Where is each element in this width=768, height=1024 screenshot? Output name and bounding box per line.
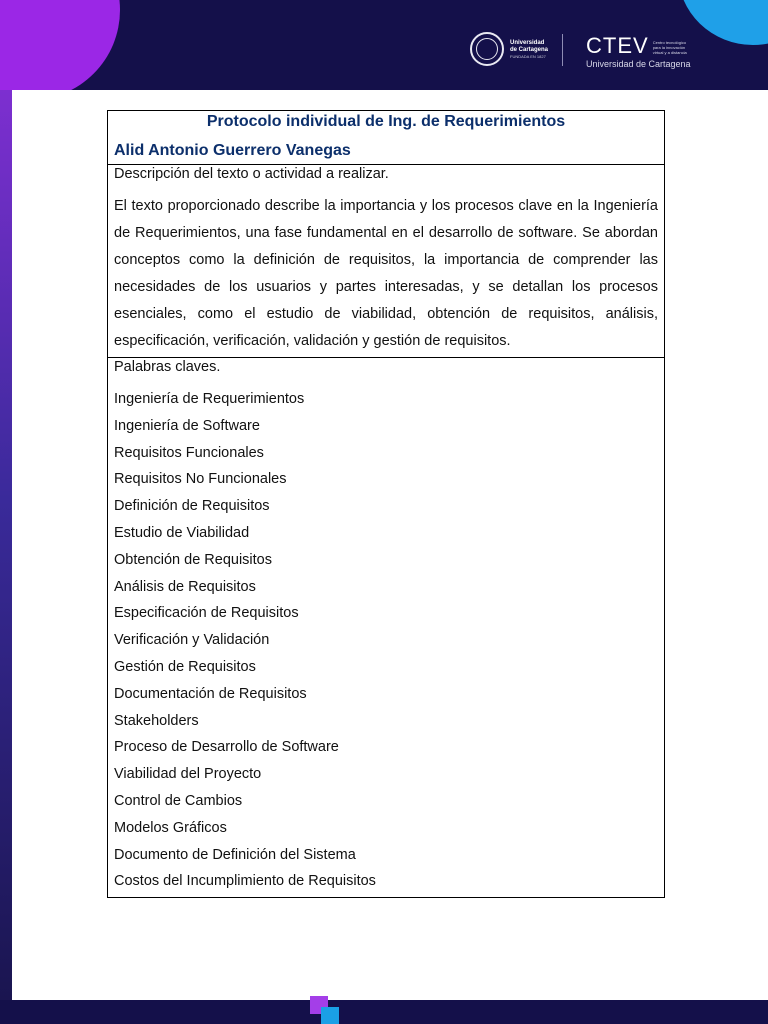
keyword-item: Ingeniería de Software bbox=[114, 417, 260, 434]
decorative-purple-shape bbox=[0, 0, 120, 90]
keyword-item: Control de Cambios bbox=[114, 792, 243, 809]
keyword-item: Documento de Definición del Sistema bbox=[114, 846, 356, 863]
university-seal-icon bbox=[470, 32, 504, 66]
logo-divider bbox=[562, 34, 563, 66]
logo-line-1: Universidad bbox=[510, 39, 545, 46]
keywords-section bbox=[108, 357, 664, 897]
keyword-item: Especificación de Requisitos bbox=[114, 605, 299, 622]
keyword-item: Verificación y Validación bbox=[114, 632, 270, 649]
keyword-item: Costos del Incumplimiento de Requisitos bbox=[114, 873, 376, 890]
description-section bbox=[108, 164, 664, 357]
keyword-item: Análisis de Requisitos bbox=[114, 578, 256, 595]
title-section bbox=[108, 112, 664, 164]
keywords-list bbox=[114, 386, 658, 895]
keyword-item: Documentación de Requisitos bbox=[114, 685, 307, 702]
footer-band bbox=[0, 1000, 768, 1024]
logo-line-2: de Cartagena bbox=[510, 46, 549, 53]
keyword-item: Viabilidad del Proyecto bbox=[114, 766, 262, 783]
document-title: Protocolo individual de Ing. de Requerimientos bbox=[206, 113, 566, 130]
keyword-item: Estudio de Viabilidad bbox=[114, 524, 250, 541]
ctev-subtitle: Universidad de Cartagena bbox=[586, 59, 691, 69]
protocol-table bbox=[107, 110, 665, 898]
keyword-item: Definición de Requisitos bbox=[114, 498, 270, 515]
keyword-item: Ingeniería de Requerimientos bbox=[114, 391, 305, 407]
ctev-descriptor: Centro tecnológico para la innovación virtual y a distancia bbox=[652, 40, 687, 55]
logo-tagline: FUNDADA EN 1827 bbox=[510, 53, 546, 59]
keyword-item: Gestión de Requisitos bbox=[114, 658, 256, 675]
keyword-item: Modelos Gráficos bbox=[114, 819, 227, 836]
author-name: Alid Antonio Guerrero Vanegas bbox=[114, 142, 351, 159]
ctev-mark: CTEV bbox=[586, 33, 649, 58]
keyword-item: Obtención de Requisitos bbox=[114, 551, 272, 568]
left-decorative-strip bbox=[0, 90, 12, 1000]
decorative-blue-square bbox=[321, 1007, 339, 1024]
universidad-de-cartagena-logo bbox=[470, 32, 548, 66]
document-page bbox=[12, 90, 768, 1000]
keyword-item: Requisitos Funcionales bbox=[114, 444, 264, 461]
keywords-label: Palabras claves. bbox=[114, 359, 221, 375]
keyword-item: Requisitos No Funcionales bbox=[114, 471, 287, 488]
description-text: El texto proporcionado describe la importancia y los procesos clave en la Ingeniería de Requerimientos, una fase fundamental en el desarrollo de software. Se abordan conceptos como la definición de requisitos, la importancia de comprender las necesidades de los usuarios y partes interesadas, y se detallan los procesos esenciales, como el estudio de viabilidad, obtención de requisitos, análisis, especificación, verificación, validación y gestión de requisitos. bbox=[114, 198, 658, 349]
ctev-logo bbox=[586, 35, 693, 70]
description-label: Descripción del texto o actividad a realizar. bbox=[114, 166, 389, 182]
header-band bbox=[0, 0, 768, 90]
keyword-item: Stakeholders bbox=[114, 712, 199, 729]
keyword-item: Proceso de Desarrollo de Software bbox=[114, 739, 339, 756]
